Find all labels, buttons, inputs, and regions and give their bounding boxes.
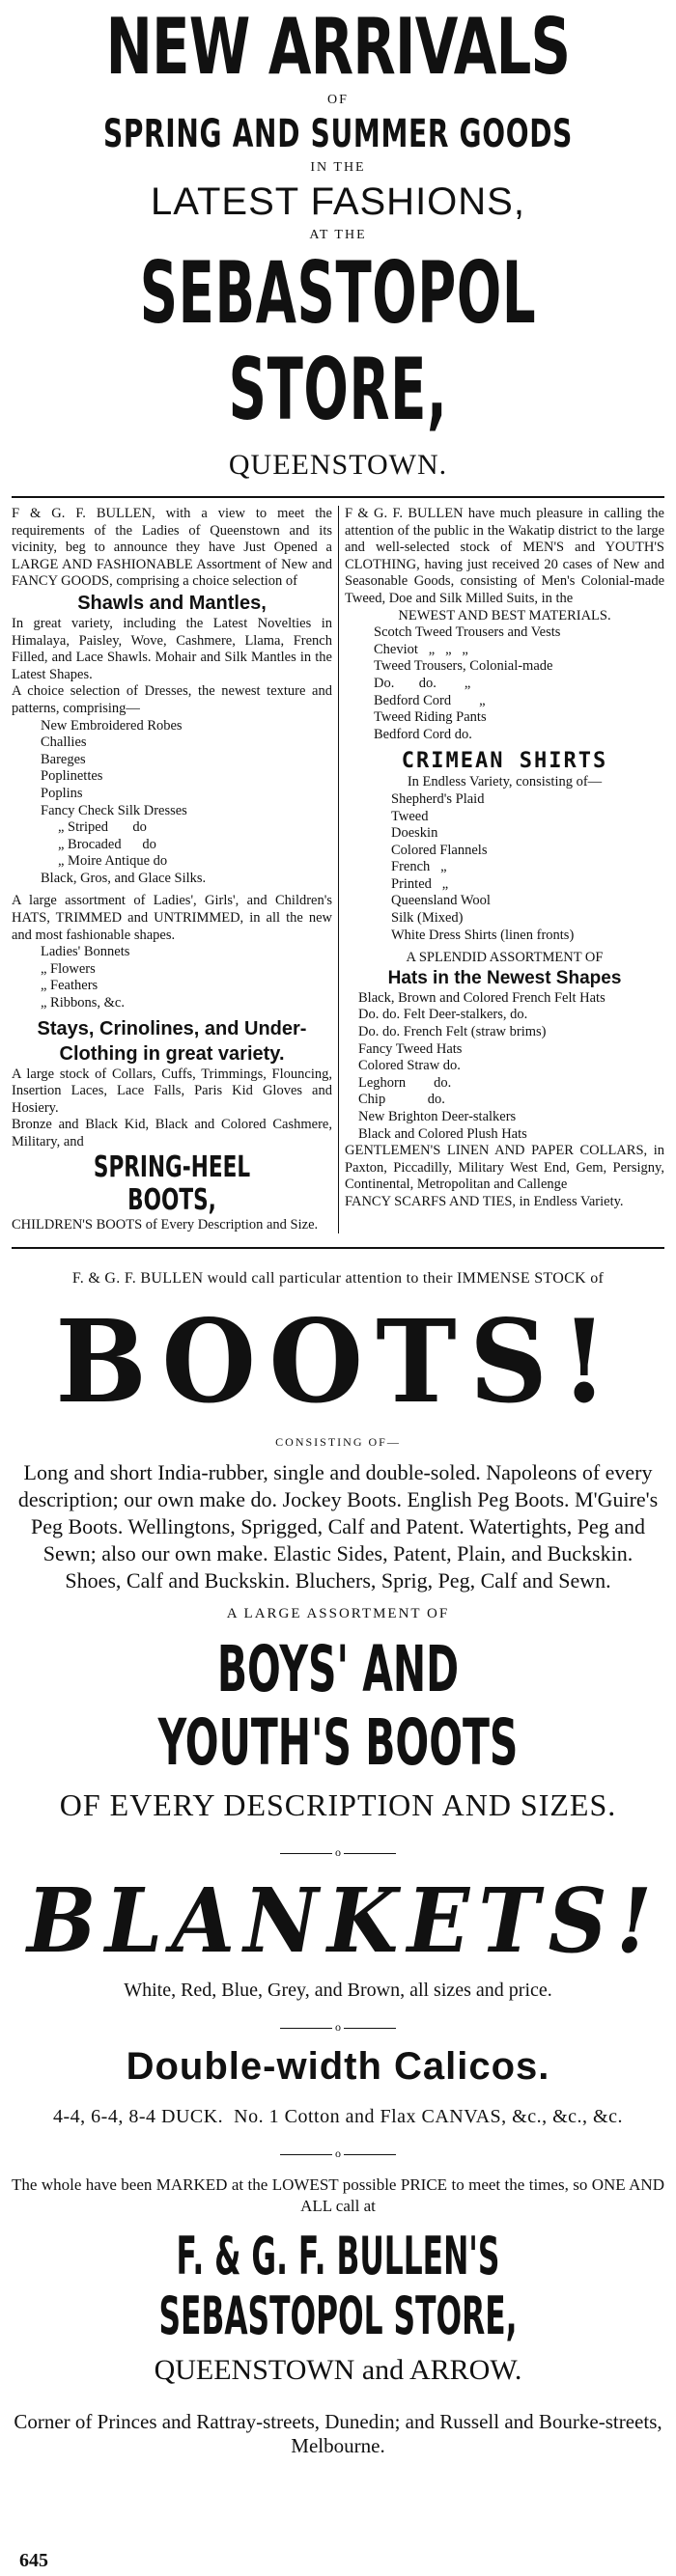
shirt-item: White Dress Shirts (linen fronts) xyxy=(391,927,575,943)
corner-address: Corner of Princes and Rattray-streets, Dunedin; and Russell and Bourke-streets, Melbourne. xyxy=(14,2410,662,2458)
dress-item: Bareges xyxy=(41,751,86,767)
clothing-item: Do. do. „ xyxy=(374,675,471,691)
crimean-shirts-heading: CRIMEAN SHIRTS xyxy=(401,749,608,774)
blankets-title: BLANKETS! xyxy=(27,1869,662,1974)
shirt-item: Shepherd's Plaid xyxy=(391,790,485,807)
black-silks: Black, Gros, and Glace Silks. xyxy=(41,870,207,886)
scarfs-ties: FANCY SCARFS AND TIES, in Endless Variety. xyxy=(345,1193,624,1209)
duck-canvas: 4-4, 6-4, 8-4 DUCK. No. 1 Cotton and Flax CANVAS, &c., &c., &c. xyxy=(53,2106,623,2128)
bonnet-item: „ Feathers xyxy=(41,978,99,994)
bonnet-item: „ Flowers xyxy=(41,960,96,977)
divider-middle xyxy=(12,1247,664,1249)
shawls-heading: Shawls and Mantles, xyxy=(77,592,267,614)
marked-lowest-price: The whole have been MARKED at the LOWEST possible PRICE to meet the times, so ONE AND ALL call at xyxy=(12,2175,664,2216)
hat-item: Leghorn do. xyxy=(358,1074,452,1091)
clothing-item: Tweed Riding Pants xyxy=(374,709,487,726)
newest-materials: NEWEST AND BEST MATERIALS. xyxy=(398,607,611,623)
splendid-assortment: A SPLENDID ASSORTMENT OF xyxy=(406,950,604,966)
hats-newest-heading: Hats in the Newest Shapes xyxy=(387,967,622,988)
dress-item: Challies xyxy=(41,734,87,751)
boys-youths-boots: BOYS' AND YOUTH'S BOOTS xyxy=(157,1632,519,1781)
headline-goods: SPRING AND SUMMER GOODS xyxy=(102,112,574,156)
boots-consisting: CONSISTING OF— xyxy=(275,1435,401,1450)
endless-variety: In Endless Variety, consisting of— xyxy=(407,774,603,790)
left-intro: F & G. F. BULLEN, with a view to meet the requirements of the Ladies of Queenstown and its vicinity, beg to announce they have Just Opened a LARGE AND FASHIONABLE Assortment of New and FANCY GOODS, comprising a choice selection of xyxy=(12,506,332,590)
hat-item: Fancy Tweed Hats xyxy=(358,1040,463,1057)
hat-item: Black, Brown and Colored French Felt Hats xyxy=(358,989,606,1006)
clothing-item: Bedford Cord „ xyxy=(374,692,486,708)
dress-item: Poplins xyxy=(41,785,83,801)
advertisement-page xyxy=(0,4,676,2458)
left-column xyxy=(12,506,338,1233)
bullens-store: F. & G. F. BULLEN'S SEBASTOPOL STORE, xyxy=(158,2226,518,2347)
hat-item: Do. do. French Felt (straw brims) xyxy=(358,1024,547,1040)
shawls-text: In great variety, including the Latest Novelties in Himalaya, Paisley, Wove, Cashmere, Llama, French Filled, and Lace Shawls. Mohair and Silk Mantles in the Latest Shapes. xyxy=(12,615,332,682)
dress-do-item: „ Brocaded do xyxy=(58,836,156,852)
word-in-the: IN THE xyxy=(310,160,366,175)
bonnet-item: „ Ribbons, &c. xyxy=(41,995,125,1011)
boots-large-assortment: A LARGE ASSORTMENT OF xyxy=(226,1606,450,1622)
headline-store: SEBASTOPOL STORE, xyxy=(139,243,537,439)
bonnet-item: Ladies' Bonnets xyxy=(41,944,130,960)
hat-item: New Brighton Deer-stalkers xyxy=(358,1109,517,1124)
shirt-item: Queensland Wool xyxy=(391,893,491,909)
blankets-colors: White, Red, Blue, Grey, and Brown, all sizes and price. xyxy=(124,1980,552,2002)
word-of: OF xyxy=(327,93,349,107)
right-intro: F & G. F. BULLEN have much pleasure in calling the attention of the public in the Wakatip district to the large and well-selected stock of MEN'S and YOUTH'S CLOTHING, having just received 20 cases of New and Seasonable Goods, consisting of Men's Colonial-made Tweed, Doe and Silk Milled Suits, in the xyxy=(345,506,664,606)
stays-heading: Stays, Crinolines, and Under-Clothing in great variety. xyxy=(37,1017,307,1065)
calicos-title: Double-width Calicos. xyxy=(126,2045,550,2089)
headline-fashions: LATEST FASHIONS, xyxy=(151,180,525,223)
clothing-item: Cheviot „ „ „ xyxy=(374,641,468,657)
linen-collars: GENTLEMEN'S LINEN AND PAPER COLLARS, in Paxton, Piccadilly, Military West End, Gem, Persigny, Continental, Metropolitan and Callenge xyxy=(345,1143,664,1193)
headline-new-arrivals: NEW ARRIVALS xyxy=(105,2,571,92)
clothing-item: Bedford Cord do. xyxy=(374,726,472,742)
shirt-item: French „ xyxy=(391,859,447,875)
shirt-item: Doeskin xyxy=(391,825,438,842)
dress-do-item: „ Striped do xyxy=(58,819,147,836)
childrens-boots: CHILDREN'S BOOTS of Every Description and Size. xyxy=(12,1216,319,1233)
right-column xyxy=(338,506,664,1233)
queenstown-and-arrow: QUEENSTOWN and ARROW. xyxy=(154,2354,522,2387)
ornament-divider: o xyxy=(280,2028,396,2042)
hat-item: Chip do. xyxy=(358,1092,445,1108)
shirt-item: Silk (Mixed) xyxy=(391,910,464,927)
boots-title: BOOTS! xyxy=(55,1294,621,1429)
divider-top xyxy=(12,496,664,498)
boots-attention: F. & G. F. BULLEN would call particular attention to their IMMENSE STOCK of xyxy=(71,1270,605,1288)
hat-item: Black and Colored Plush Hats xyxy=(358,1125,527,1142)
hat-item: Colored Straw do. xyxy=(358,1058,461,1074)
dress-do-item: „ Moire Antique do xyxy=(58,853,168,870)
dress-item: Fancy Check Silk Dresses xyxy=(41,802,187,818)
page-number: 645 xyxy=(19,2550,48,2571)
shirt-item: Printed „ xyxy=(391,875,449,892)
dress-item: Poplinettes xyxy=(41,768,103,785)
collars-text: A large stock of Collars, Cuffs, Trimmings, Flouncing, Insertion Laces, Lace Falls, Paris Kid Gloves and Hosiery. xyxy=(12,1066,332,1116)
bronze-text: Bronze and Black Kid, Black and Colored Cashmere, Military, and xyxy=(12,1117,332,1150)
hats-text: A large assortment of Ladies', Girls', and Children's HATS, TRIMMED and UNTRIMMED, in all the new and most fashionable shapes. xyxy=(12,893,332,943)
spring-heel-boots: SPRING-HEEL BOOTS, xyxy=(93,1150,251,1217)
boots-body: Long and short India-rubber, single and double-soled. Napoleons of every description; our own make do. Jockey Boots. English Peg Boots. M'Guire's Peg Boots. Wellingtons, Sprigged, Calf and Patent. Watertights, Peg and Sewn; also our own make. Elastic Sides, Patent, Plain, and Buckskin. Shoes, Calf and Buckskin. Bluchers, Sprig, Peg, Calf and Sewn. xyxy=(17,1460,659,1593)
shirt-item: Tweed xyxy=(391,808,429,824)
dresses-text: A choice selection of Dresses, the newest texture and patterns, comprising— xyxy=(12,683,332,716)
ornament-divider: o xyxy=(280,1853,396,1868)
ornament-divider: o xyxy=(280,2154,396,2169)
clothing-item: Tweed Trousers, Colonial-made xyxy=(374,658,553,675)
hat-item: Do. do. Felt Deer-stalkers, do. xyxy=(358,1007,528,1023)
every-description: OF EVERY DESCRIPTION AND SIZES. xyxy=(59,1787,617,1823)
two-column-section xyxy=(0,506,676,1233)
dress-item: New Embroidered Robes xyxy=(41,717,183,734)
town-name: QUEENSTOWN. xyxy=(228,449,448,481)
shirt-item: Colored Flannels xyxy=(391,842,488,858)
clothing-item: Scotch Tweed Trousers and Vests xyxy=(374,624,561,641)
word-at-the: AT THE xyxy=(309,228,367,242)
